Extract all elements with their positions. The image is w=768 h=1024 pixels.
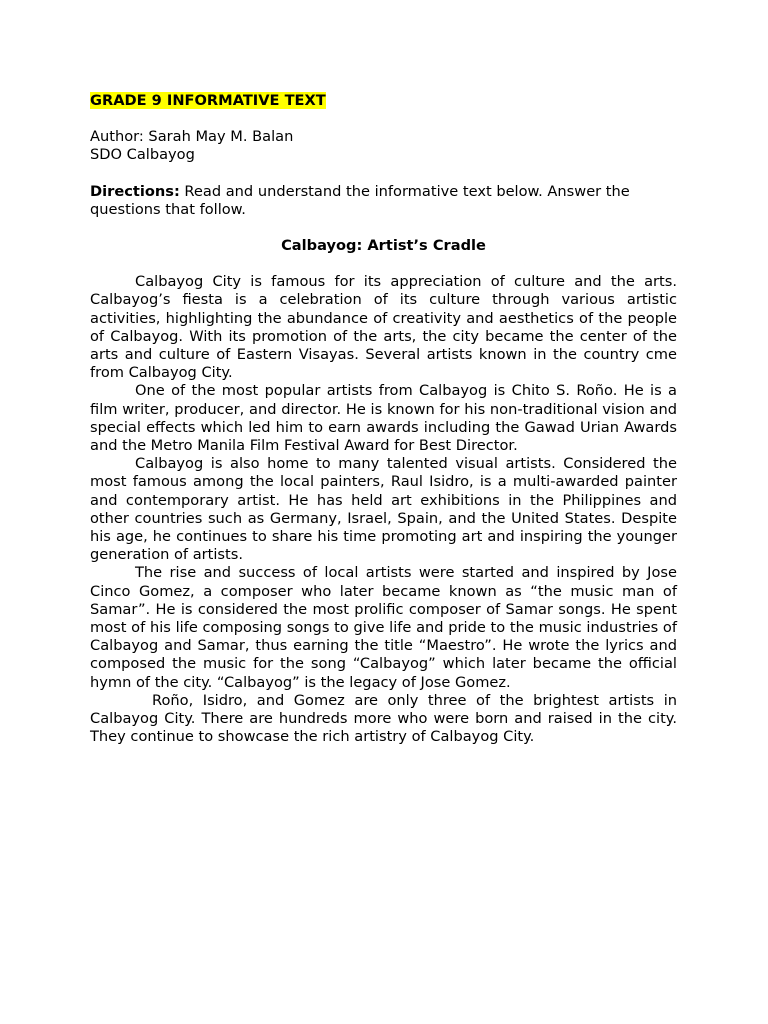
paragraph-4: The rise and success of local artists were started and inspired by Jose Cinco Gomez, a composer who later became known as “the music man of Samar”. He is considered the most prolific composer of Samar songs. He spent most of his life composing songs to give life and pride to the music industries of Calbayog and Samar, thus earning the title “Maestro”. He wrote the lyrics and composed the music for the song “Calbayog” which later became the official hymn of the city. “Calbayog” is the legacy of Jose Gomez. xyxy=(90,564,677,691)
paragraph-3: Calbayog is also home to many talented visual artists. Considered the most famous among the local painters, Raul Isidro, is a multi-awarded painter and contemporary artist. He has held art exhibitions in the Philippines and other countries such as Germany, Israel, Spain, and the United States. Despite his age, he continues to share his time promoting art and inspiring the younger generation of artists. xyxy=(90,455,677,564)
directions-label: Directions: xyxy=(90,182,180,200)
paragraph-1: Calbayog City is famous for its appreciation of culture and the arts. Calbayog’s fiesta is a celebration of its culture through various artistic activities, highlighting the abundance of creativity and aesthetics of the people of Calbayog. With its promotion of the arts, the city became the center of the arts and culture of Eastern Visayas. Several artists known in the country cme from Calbayog City. xyxy=(90,273,677,382)
document-page xyxy=(90,92,677,747)
directions-text: Read and understand the informative text below. Answer the questions that follow. xyxy=(90,182,630,218)
grade-heading xyxy=(90,92,677,110)
paragraph-2: One of the most popular artists from Calbayog is Chito S. Roño. He is a film writer, producer, and director. He is known for his non-traditional vision and special effects which led him to earn awards including the Gawad Urian Awards and the Metro Manila Film Festival Award for Best Director. xyxy=(90,382,677,455)
division-line: SDO Calbayog xyxy=(90,146,195,164)
grade-label-highlight: GRADE 9 INFORMATIVE TEXT xyxy=(90,92,326,109)
author-line: Author: Sarah May M. Balan xyxy=(90,128,294,146)
directions xyxy=(90,183,677,219)
paragraph-5: Roño, Isidro, and Gomez are only three of the brightest artists in Calbayog City. There are hundreds more who were born and raised in the city. They continue to showcase the rich artistry of Calbayog City. xyxy=(90,691,677,746)
text-title: Calbayog: Artist’s Cradle xyxy=(281,237,486,255)
author-block xyxy=(90,128,677,164)
